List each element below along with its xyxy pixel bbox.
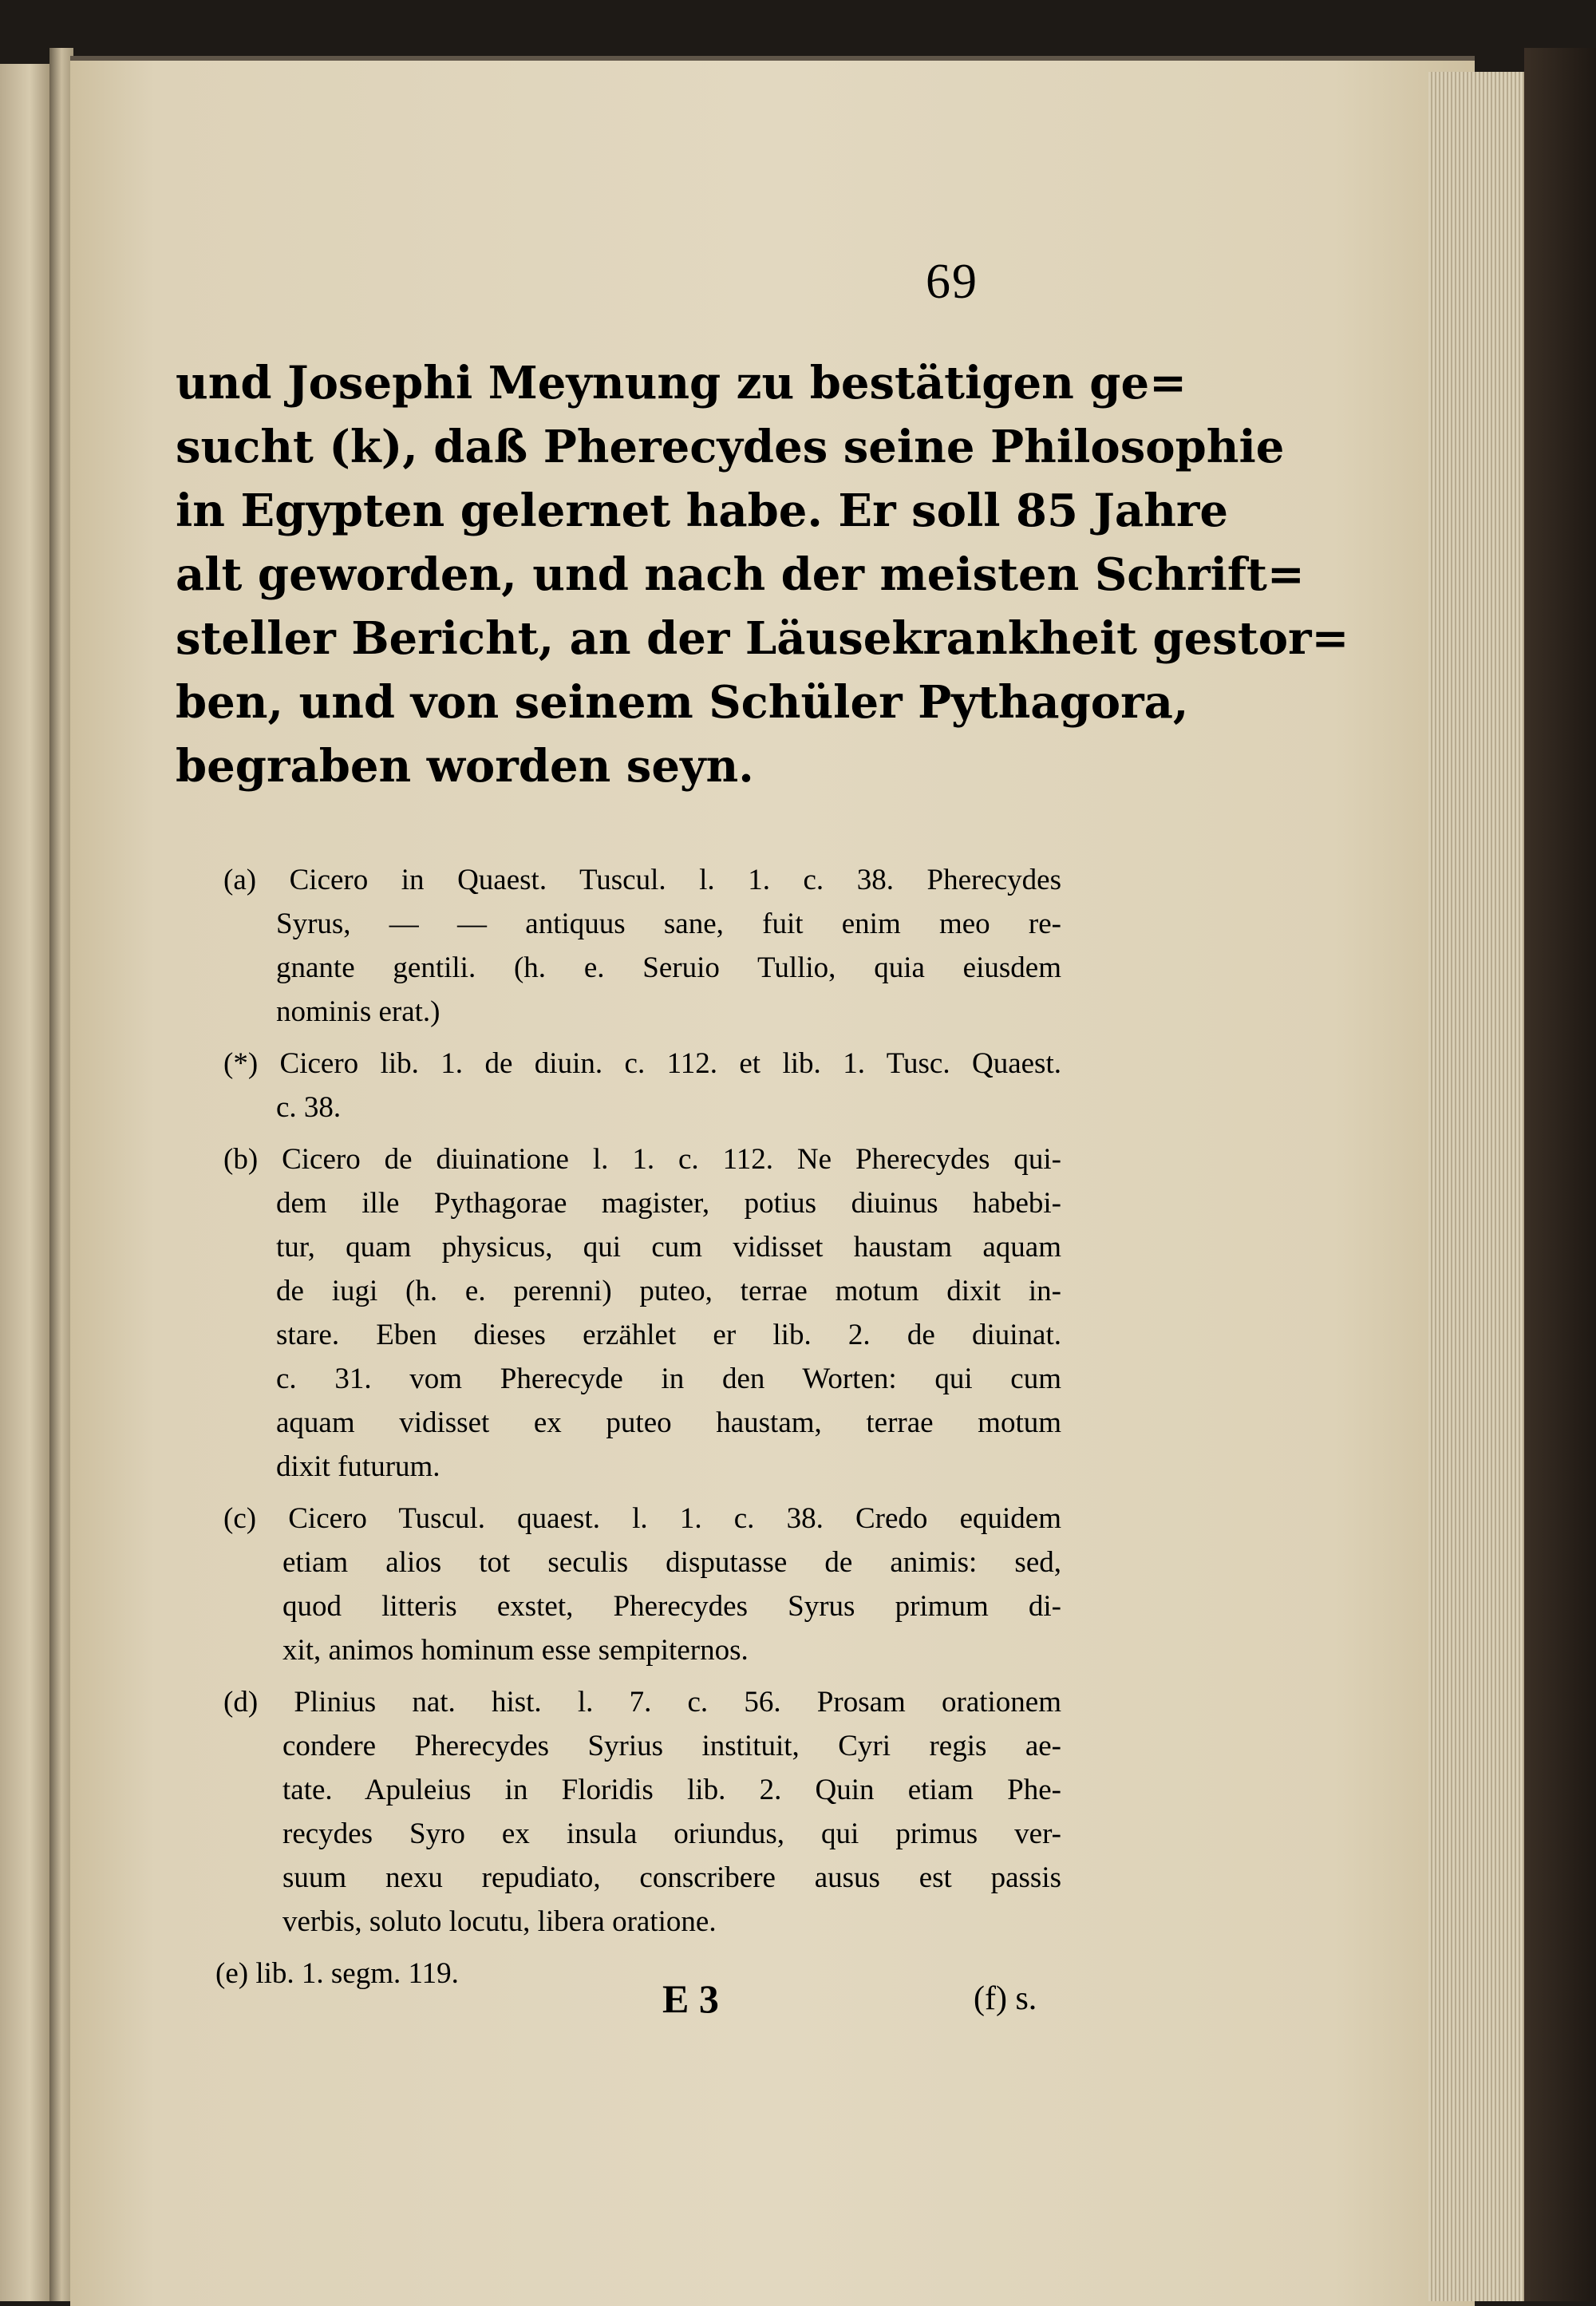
footnote-line: verbis, soluto locutu, libera oratione. — [282, 1905, 717, 1938]
footnote-line: quod litteris exstet, Pherecydes Syrus primum di- — [282, 1590, 1061, 1623]
footnote-d — [223, 1680, 1061, 1944]
footnote-line: (d) Plinius nat. hist. l. 7. c. 56. Prosam orationem — [223, 1686, 1061, 1719]
footnote-line: gnante gentili. (h. e. Seruio Tullio, quia eiusdem — [276, 951, 1061, 984]
signature-mark: E 3 — [662, 1976, 719, 2021]
footnotes — [215, 858, 1061, 2003]
page-fore-edge — [1428, 72, 1524, 2301]
footnote-line: de iugi (h. e. perenni) puteo, terrae motum dixit in- — [276, 1275, 1061, 1307]
footnote-line: (e) lib. 1. segm. 119. — [215, 1957, 459, 1990]
footnote-b — [223, 1137, 1061, 1489]
footnote-line: (a) Cicero in Quaest. Tuscul. l. 1. c. 38. Pherecydes — [223, 864, 1061, 896]
footnote-c — [223, 1497, 1061, 1672]
footnote-line: tur, quam physicus, qui cum vidisset haustam aquam — [276, 1231, 1061, 1264]
left-page-edge — [0, 64, 49, 2301]
main-text-line: und Josephi Meynung zu bestätigen ge= — [176, 357, 1187, 409]
main-text-line: begraben worden seyn. — [176, 740, 754, 793]
footnote-line: xit, animos hominum esse sempiternos. — [282, 1634, 749, 1667]
main-text-line: ben, und von seinem Schüler Pythagora, — [176, 676, 1189, 729]
footnote-line: dixit futurum. — [276, 1450, 440, 1483]
footnote-line: etiam alios tot seculis disputasse de animis: sed, — [282, 1546, 1061, 1579]
main-text-line: steller Bericht, an der Läusekrankheit gestor= — [176, 612, 1349, 665]
main-paragraph — [176, 351, 1349, 798]
footnote-line: dem ille Pythagorae magister, potius diuinus habebi- — [276, 1187, 1061, 1220]
footnote-line: recydes Syro ex insula oriundus, qui primus ver- — [282, 1818, 1061, 1850]
catchword: (f) s. — [974, 1980, 1037, 2017]
footnote-line: tate. Apuleius in Floridis lib. 2. Quin etiam Phe- — [282, 1774, 1061, 1806]
page-number: 69 — [926, 255, 978, 309]
footnote-line: nominis erat.) — [276, 995, 440, 1028]
footnote-line: suum nexu repudiato, conscribere ausus est passis — [282, 1861, 1061, 1894]
footnote-e — [215, 1952, 1061, 1996]
main-text-line: sucht (k), daß Pherecydes seine Philosophie — [176, 421, 1285, 473]
footnote-line: c. 38. — [276, 1091, 342, 1124]
footnote-line: (*) Cicero lib. 1. de diuin. c. 112. et lib. 1. Tusc. Quaest. — [223, 1047, 1061, 1080]
footnote-line: stare. Eben dieses erzählet er lib. 2. de diuinat. — [276, 1319, 1061, 1351]
main-text-line: alt geworden, und nach der meisten Schrift= — [176, 548, 1305, 601]
footnote-a — [223, 858, 1061, 1034]
main-text-line: in Egypten gelernet habe. Er soll 85 Jahre — [176, 485, 1229, 537]
footnote-line: (b) Cicero de diuinatione l. 1. c. 112. Ne Pherecydes qui- — [223, 1143, 1061, 1176]
footnote-line: Syrus, — — antiquus sane, fuit enim meo re- — [276, 908, 1061, 940]
footnote-asterisk — [223, 1042, 1061, 1129]
footnote-line: (c) Cicero Tuscul. quaest. l. 1. c. 38. Credo equidem — [223, 1502, 1061, 1535]
footnote-line: c. 31. vom Pherecyde in den Worten: qui cum — [276, 1363, 1061, 1395]
footnote-line: aquam vidisset ex puteo haustam, terrae motum — [276, 1406, 1061, 1439]
footnote-line: condere Pherecydes Syrius instituit, Cyri regis ae- — [282, 1730, 1061, 1762]
book-cover-edge — [1524, 48, 1596, 2301]
